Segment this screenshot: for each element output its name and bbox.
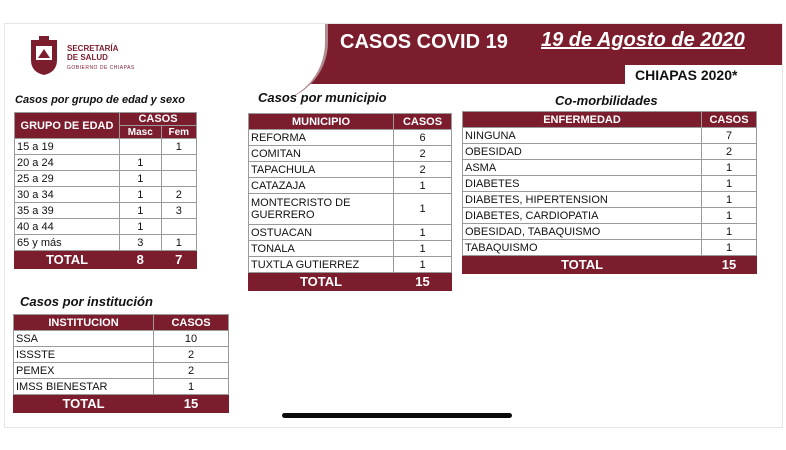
municipio-title: Casos por municipio xyxy=(258,90,387,105)
table-row xyxy=(15,139,197,155)
table-row xyxy=(15,187,197,203)
casos-value: 1 xyxy=(702,176,757,192)
fem-value xyxy=(161,171,196,187)
col-casos: CASOS xyxy=(702,112,757,128)
casos-value: 1 xyxy=(154,379,229,395)
total-value: 15 xyxy=(394,273,452,291)
total-label: TOTAL xyxy=(249,273,394,291)
report-frame xyxy=(4,23,783,428)
table-row xyxy=(15,203,197,219)
col-enfermedad: ENFERMEDAD xyxy=(463,112,702,128)
table-row xyxy=(249,194,452,225)
institucion-title: Casos por institución xyxy=(20,294,153,309)
total-fem: 7 xyxy=(161,251,196,269)
fem-value xyxy=(161,219,196,235)
comorb-title: Co-morbilidades xyxy=(555,93,658,108)
table-row xyxy=(14,331,229,347)
col-group: GRUPO DE EDAD xyxy=(15,113,120,139)
enfermedad-name: NINGUNA xyxy=(463,128,702,144)
table-row xyxy=(249,162,452,178)
casos-value: 1 xyxy=(394,194,452,225)
municipio-name: COMITAN xyxy=(249,146,394,162)
fem-value xyxy=(161,155,196,171)
region-label: CHIAPAS 2020* xyxy=(635,67,738,83)
fem-value: 1 xyxy=(161,139,196,155)
institucion-name: IMSS BIENESTAR xyxy=(14,379,154,395)
col-masc: Masc xyxy=(120,126,162,139)
table-row xyxy=(249,130,452,146)
age-sex-title: Casos por grupo de edad y sexo xyxy=(15,94,185,106)
table-row xyxy=(15,219,197,235)
total-row xyxy=(463,256,757,274)
col-municipio: MUNICIPIO xyxy=(249,114,394,130)
total-label: TOTAL xyxy=(14,395,154,413)
enfermedad-name: TABAQUISMO xyxy=(463,240,702,256)
total-row xyxy=(249,273,452,291)
casos-value: 1 xyxy=(394,225,452,241)
org-gov: GOBIERNO DE CHIAPAS xyxy=(67,65,135,71)
municipio-name: OSTUACAN xyxy=(249,225,394,241)
masc-value: 1 xyxy=(120,155,162,171)
age-group: 65 y más xyxy=(15,235,120,251)
casos-value: 6 xyxy=(394,130,452,146)
age-group: 35 a 39 xyxy=(15,203,120,219)
casos-value: 7 xyxy=(702,128,757,144)
municipio-name: TUXTLA GUTIERREZ xyxy=(249,257,394,273)
table-row xyxy=(249,146,452,162)
table-row xyxy=(249,257,452,273)
table-row xyxy=(249,225,452,241)
casos-value: 2 xyxy=(394,162,452,178)
age-group: 25 a 29 xyxy=(15,171,120,187)
table-row xyxy=(463,128,757,144)
home-indicator[interactable] xyxy=(282,413,512,418)
total-value: 15 xyxy=(702,256,757,274)
table-row xyxy=(463,224,757,240)
masc-value: 3 xyxy=(120,235,162,251)
report-date: 19 de Agosto de 2020 xyxy=(541,29,745,51)
table-row xyxy=(463,176,757,192)
col-casos: CASOS xyxy=(394,114,452,130)
total-label: TOTAL xyxy=(15,251,120,269)
total-value: 15 xyxy=(154,395,229,413)
casos-value: 2 xyxy=(154,347,229,363)
table-row xyxy=(14,347,229,363)
institucion-name: ISSSTE xyxy=(14,347,154,363)
table-row xyxy=(15,155,197,171)
fem-value: 3 xyxy=(161,203,196,219)
institucion-table xyxy=(13,314,229,413)
total-masc: 8 xyxy=(120,251,162,269)
masc-value: 1 xyxy=(120,171,162,187)
comorb-table xyxy=(462,111,757,274)
total-row xyxy=(14,395,229,413)
casos-value: 10 xyxy=(154,331,229,347)
municipio-name: TONALA xyxy=(249,241,394,257)
total-row xyxy=(15,251,197,269)
casos-value: 1 xyxy=(394,178,452,194)
table-row xyxy=(15,235,197,251)
enfermedad-name: DIABETES xyxy=(463,176,702,192)
enfermedad-name: DIABETES, HIPERTENSION xyxy=(463,192,702,208)
table-row xyxy=(14,379,229,395)
org-line2: DE SALUD xyxy=(67,53,108,62)
col-casos: CASOS xyxy=(120,113,197,126)
municipio-table xyxy=(248,113,452,291)
municipio-name: TAPACHULA xyxy=(249,162,394,178)
casos-value: 1 xyxy=(702,192,757,208)
age-group: 40 a 44 xyxy=(15,219,120,235)
age-group: 30 a 34 xyxy=(15,187,120,203)
casos-value: 1 xyxy=(702,224,757,240)
fem-value: 1 xyxy=(161,235,196,251)
casos-value: 1 xyxy=(702,160,757,176)
col-casos: CASOS xyxy=(154,315,229,331)
col-fem: Fem xyxy=(161,126,196,139)
table-row xyxy=(463,144,757,160)
report-title: CASOS COVID 19 xyxy=(340,31,508,53)
table-row xyxy=(249,178,452,194)
age-sex-table xyxy=(14,112,197,269)
table-row xyxy=(463,160,757,176)
enfermedad-name: OBESIDAD xyxy=(463,144,702,160)
state-seal-icon xyxy=(27,36,61,76)
enfermedad-name: DIABETES, CARDIOPATIA xyxy=(463,208,702,224)
enfermedad-name: OBESIDAD, TABAQUISMO xyxy=(463,224,702,240)
municipio-name: REFORMA xyxy=(249,130,394,146)
masc-value: 1 xyxy=(120,203,162,219)
table-row xyxy=(463,192,757,208)
casos-value: 2 xyxy=(154,363,229,379)
table-row xyxy=(463,208,757,224)
casos-value: 1 xyxy=(702,208,757,224)
table-row xyxy=(463,240,757,256)
masc-value: 1 xyxy=(120,219,162,235)
enfermedad-name: ASMA xyxy=(463,160,702,176)
age-group: 20 a 24 xyxy=(15,155,120,171)
casos-value: 1 xyxy=(394,257,452,273)
casos-value: 2 xyxy=(702,144,757,160)
org-line1: SECRETARÍA xyxy=(67,44,119,53)
col-institucion: INSTITUCION xyxy=(14,315,154,331)
age-group: 15 a 19 xyxy=(15,139,120,155)
casos-value: 2 xyxy=(394,146,452,162)
institucion-name: SSA xyxy=(14,331,154,347)
municipio-name: MONTECRISTO DE GUERRERO xyxy=(249,194,394,225)
org-name xyxy=(67,44,135,73)
casos-value: 1 xyxy=(702,240,757,256)
total-label: TOTAL xyxy=(463,256,702,274)
municipio-name: CATAZAJA xyxy=(249,178,394,194)
institucion-name: PEMEX xyxy=(14,363,154,379)
casos-value: 1 xyxy=(394,241,452,257)
masc-value xyxy=(120,139,162,155)
table-row xyxy=(249,241,452,257)
table-row xyxy=(14,363,229,379)
table-row xyxy=(15,171,197,187)
fem-value: 2 xyxy=(161,187,196,203)
masc-value: 1 xyxy=(120,187,162,203)
